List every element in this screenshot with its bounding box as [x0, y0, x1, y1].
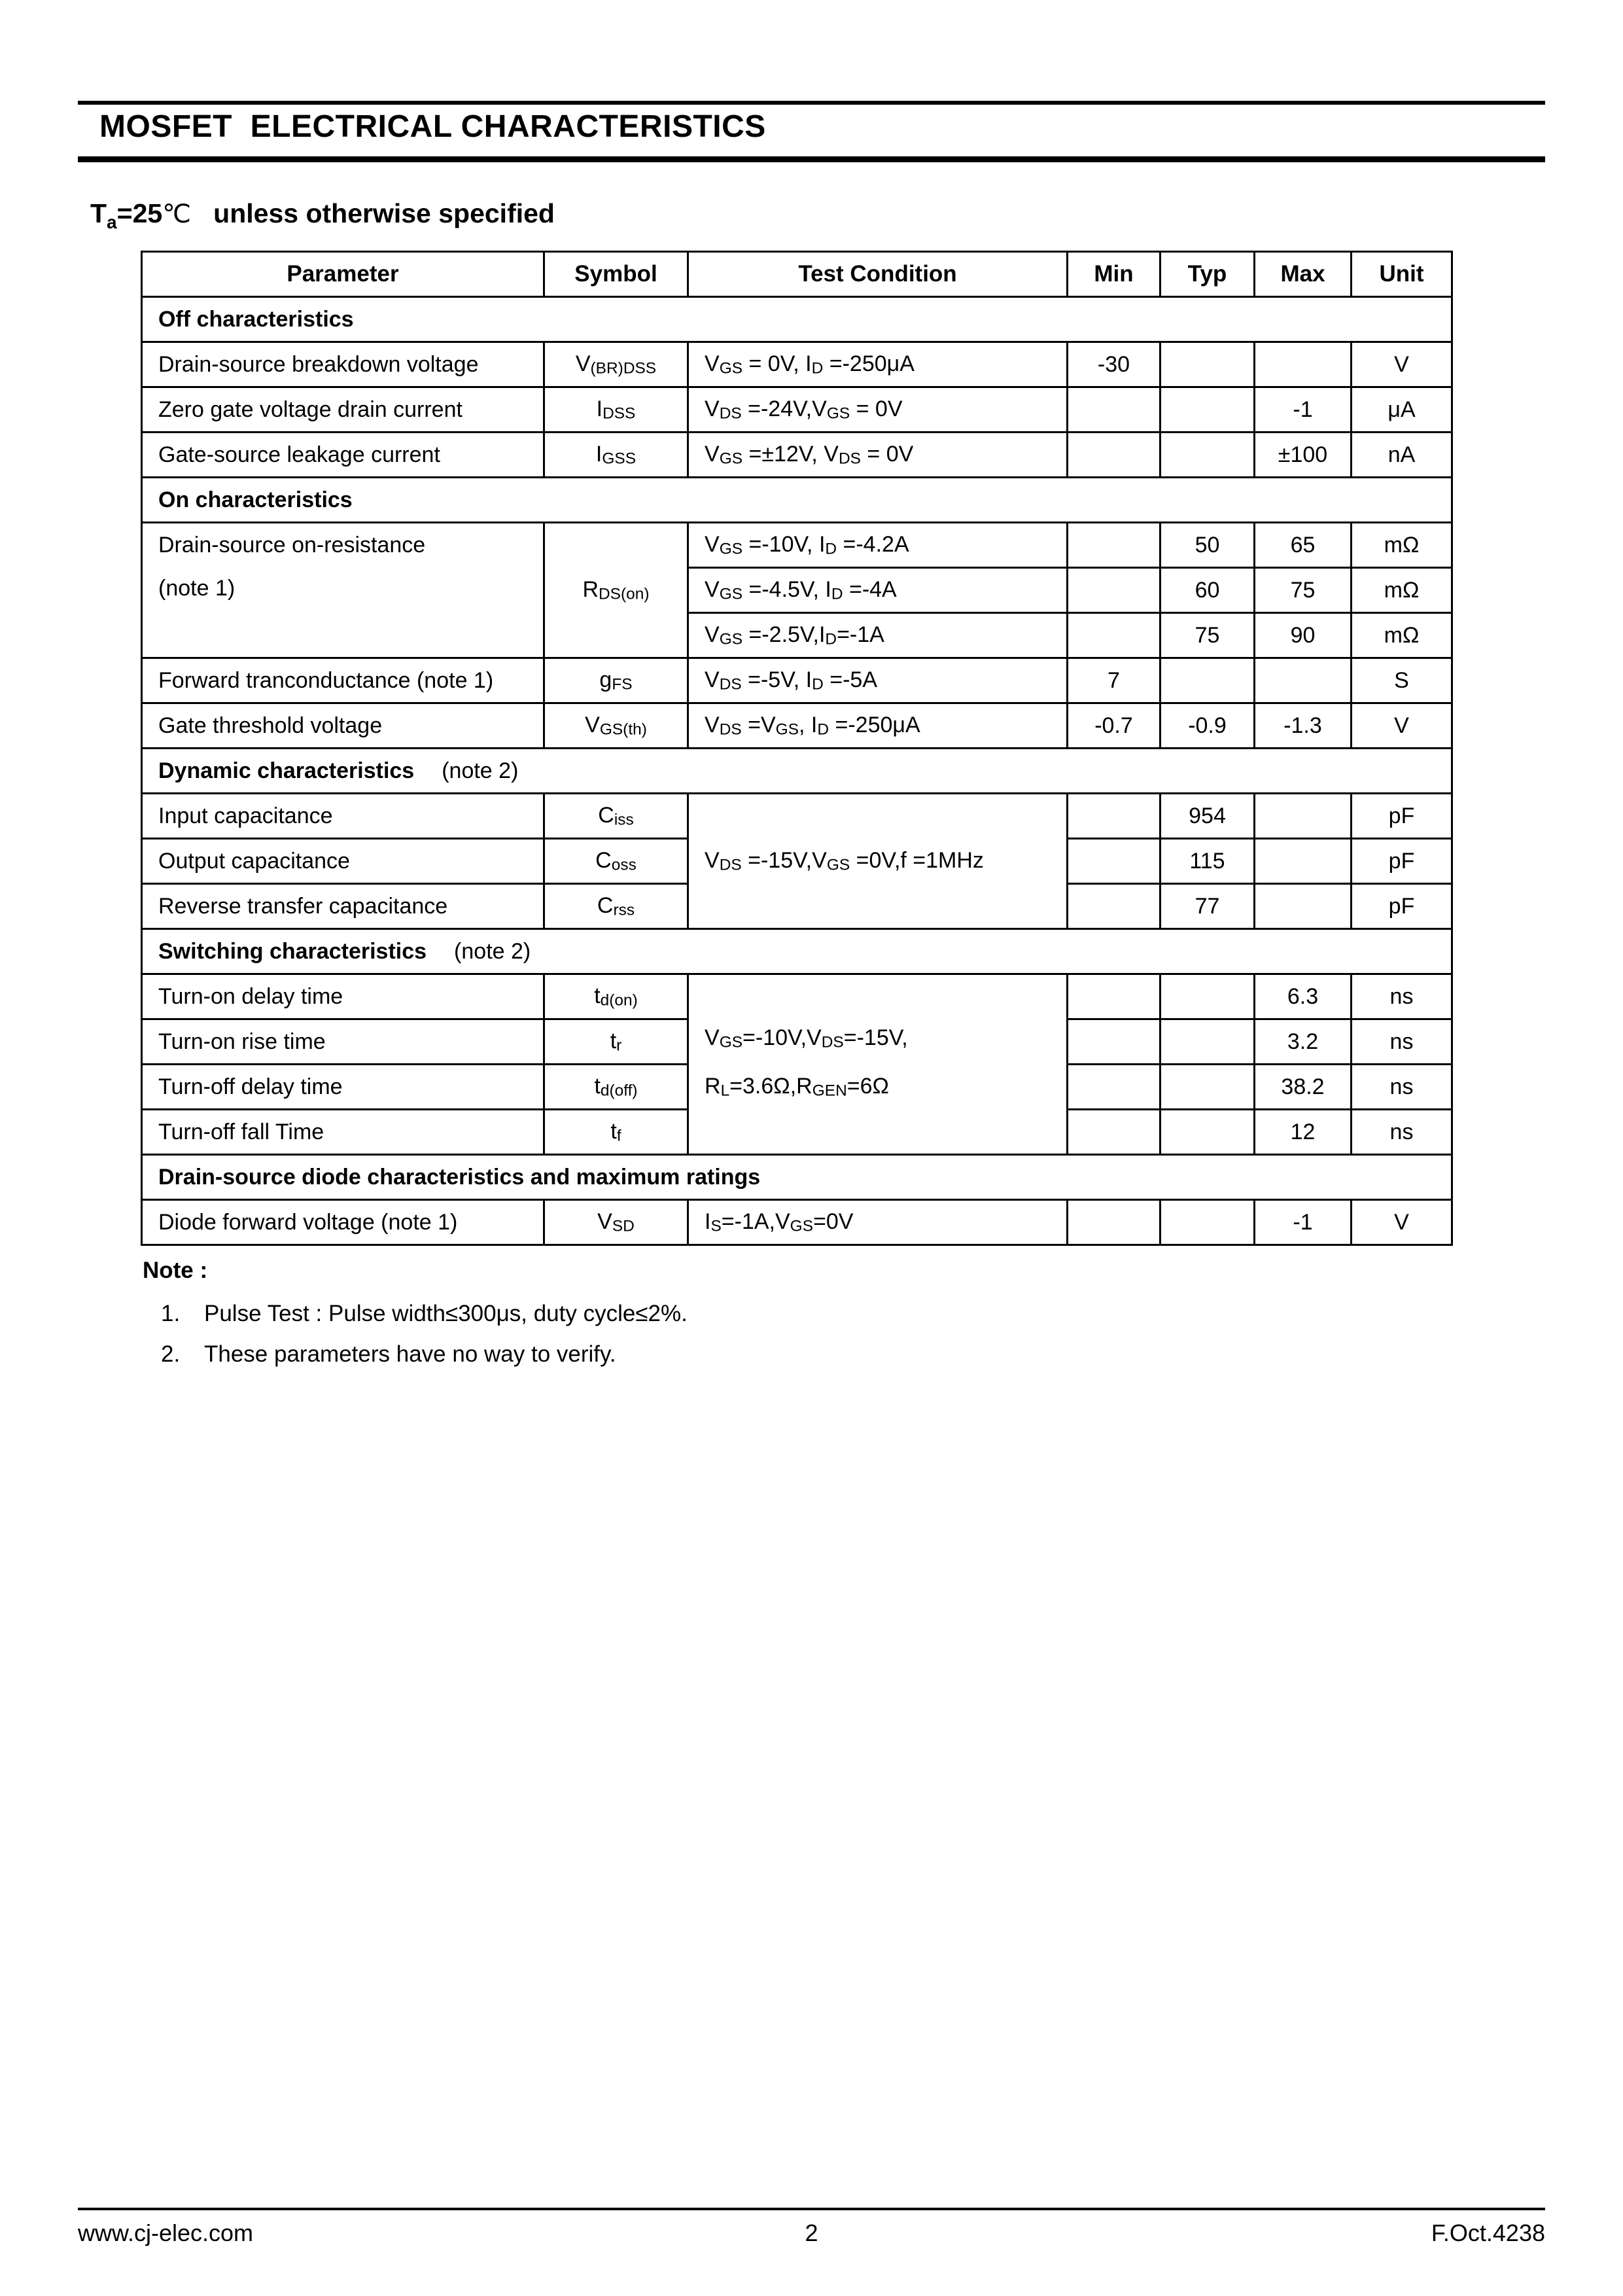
cell-typ — [1161, 658, 1255, 703]
cell-min — [1068, 839, 1161, 884]
cell-typ: -0.9 — [1161, 703, 1255, 749]
note-item-2 — [143, 1341, 688, 1368]
cell-unit: pF — [1352, 839, 1452, 884]
cell-typ: 75 — [1161, 613, 1255, 658]
section-label: Off characteristics — [142, 297, 1452, 342]
section-off-characteristics — [142, 297, 1452, 342]
cell-max: 6.3 — [1255, 974, 1352, 1019]
cell-min: -0.7 — [1068, 703, 1161, 749]
cell-min — [1068, 1065, 1161, 1110]
cell-min — [1068, 1200, 1161, 1245]
footer-doc-code: F.Oct.4238 — [1431, 2219, 1545, 2246]
cell-test-condition: VDS =-24V,VGS = 0V — [688, 387, 1068, 433]
cell-typ — [1161, 1019, 1255, 1065]
cell-param: Drain-source breakdown voltage — [142, 342, 544, 387]
cell-test-condition: VDS =VGS, ID =-250μA — [688, 703, 1068, 749]
temperature-condition — [90, 198, 555, 233]
cell-symbol: RDS(on) — [544, 523, 688, 658]
cell-unit: V — [1352, 703, 1452, 749]
cell-typ: 77 — [1161, 884, 1255, 929]
footer-website: www.cj-elec.com — [78, 2219, 254, 2246]
col-header-test-condition: Test Condition — [688, 252, 1068, 297]
cell-max: 75 — [1255, 568, 1352, 613]
cell-test-condition: VGS =±12V, VDS = 0V — [688, 433, 1068, 478]
note-item-1 — [143, 1301, 688, 1327]
cell-max: 38.2 — [1255, 1065, 1352, 1110]
section-label: On characteristics — [142, 478, 1452, 523]
subtitle-text: unless otherwise specified — [191, 198, 555, 228]
cell-typ — [1161, 387, 1255, 433]
temp-symbol: T — [90, 198, 107, 228]
cell-max — [1255, 342, 1352, 387]
cell-max: -1.3 — [1255, 703, 1352, 749]
section-dynamic-characteristics — [142, 749, 1452, 794]
cell-test-condition: VDS =-5V, ID =-5A — [688, 658, 1068, 703]
row-gate-threshold-voltage — [142, 703, 1452, 749]
cell-max: 3.2 — [1255, 1019, 1352, 1065]
section-switching-characteristics — [142, 929, 1452, 974]
cell-max — [1255, 884, 1352, 929]
cell-unit: μA — [1352, 387, 1452, 433]
cell-param: Turn-on delay time — [142, 974, 544, 1019]
cell-unit: ns — [1352, 1019, 1452, 1065]
cell-max — [1255, 839, 1352, 884]
row-gate-source-leakage-current — [142, 433, 1452, 478]
cell-max — [1255, 658, 1352, 703]
top-rule — [78, 101, 1545, 105]
cell-max — [1255, 794, 1352, 839]
cell-unit: pF — [1352, 794, 1452, 839]
cell-min — [1068, 387, 1161, 433]
note-text: Pulse Test : Pulse width≤300μs, duty cycle≤2%. — [204, 1301, 688, 1326]
cell-symbol: tf — [544, 1110, 688, 1155]
cell-symbol: V(BR)DSS — [544, 342, 688, 387]
cell-param: Turn-off fall Time — [142, 1110, 544, 1155]
cell-unit: mΩ — [1352, 568, 1452, 613]
col-header-parameter: Parameter — [142, 252, 544, 297]
cell-test-condition: VDS =-15V,VGS =0V,f =1MHz — [688, 794, 1068, 929]
cell-unit: ns — [1352, 1065, 1452, 1110]
row-zero-gate-voltage-drain-current — [142, 387, 1452, 433]
cell-param: Gate threshold voltage — [142, 703, 544, 749]
footer-rule — [78, 2208, 1545, 2210]
cell-min — [1068, 794, 1161, 839]
row-drain-source-breakdown-voltage — [142, 342, 1452, 387]
cell-min — [1068, 1019, 1161, 1065]
temp-subscript: a — [107, 212, 117, 232]
page-title: MOSFET ELECTRICAL CHARACTERISTICS — [99, 109, 766, 144]
cell-min — [1068, 884, 1161, 929]
section-label: Switching characteristics — [158, 938, 427, 964]
note-number: 2. — [161, 1341, 181, 1367]
cell-typ — [1161, 1110, 1255, 1155]
section-on-characteristics — [142, 478, 1452, 523]
page-number: 2 — [805, 2219, 818, 2246]
cell-min — [1068, 1110, 1161, 1155]
cell-param: Zero gate voltage drain current — [142, 387, 544, 433]
cell-param: Drain-source on-resistance (note 1) — [142, 523, 544, 658]
row-input-capacitance — [142, 794, 1452, 839]
cell-unit: V — [1352, 342, 1452, 387]
row-rdson-1 — [142, 523, 1452, 568]
notes-title: Note : — [143, 1258, 208, 1283]
cell-min — [1068, 613, 1161, 658]
cell-unit: S — [1352, 658, 1452, 703]
section-label: Drain-source diode characteristics and maximum ratings — [142, 1155, 1452, 1200]
cell-param: Gate-source leakage current — [142, 433, 544, 478]
cell-typ — [1161, 1200, 1255, 1245]
cell-typ: 115 — [1161, 839, 1255, 884]
cell-symbol: IDSS — [544, 387, 688, 433]
cell-symbol: tr — [544, 1019, 688, 1065]
cell-symbol: td(on) — [544, 974, 688, 1019]
cell-test-condition: VGS =-10V, ID =-4.2A — [688, 523, 1068, 568]
cell-test-condition: VGS=-10V,VDS=-15V, RL=3.6Ω,RGEN=6Ω — [688, 974, 1068, 1155]
cell-param: Input capacitance — [142, 794, 544, 839]
cell-max: 65 — [1255, 523, 1352, 568]
col-header-max: Max — [1255, 252, 1352, 297]
electrical-characteristics-table — [141, 251, 1453, 1246]
cell-min — [1068, 433, 1161, 478]
cell-min: -30 — [1068, 342, 1161, 387]
degree-celsius: ℃ — [162, 200, 191, 228]
cell-max: -1 — [1255, 387, 1352, 433]
page-footer — [78, 2219, 1545, 2247]
cell-param: Turn-off delay time — [142, 1065, 544, 1110]
table-header-row — [142, 252, 1452, 297]
row-diode-forward-voltage — [142, 1200, 1452, 1245]
col-header-symbol: Symbol — [544, 252, 688, 297]
cell-test-condition: VGS =-2.5V,ID=-1A — [688, 613, 1068, 658]
cell-max: -1 — [1255, 1200, 1352, 1245]
col-header-unit: Unit — [1352, 252, 1452, 297]
cell-test-condition: VGS = 0V, ID =-250μA — [688, 342, 1068, 387]
cell-symbol: VGS(th) — [544, 703, 688, 749]
cell-symbol: IGSS — [544, 433, 688, 478]
col-header-min: Min — [1068, 252, 1161, 297]
cell-max: 90 — [1255, 613, 1352, 658]
title-underline-rule — [78, 156, 1545, 162]
cell-min — [1068, 523, 1161, 568]
cell-typ — [1161, 1065, 1255, 1110]
cell-test-condition: IS=-1A,VGS=0V — [688, 1200, 1068, 1245]
cell-unit: pF — [1352, 884, 1452, 929]
section-note: (note 2) — [442, 758, 519, 783]
col-header-typ: Typ — [1161, 252, 1255, 297]
cell-param: Reverse transfer capacitance — [142, 884, 544, 929]
cell-typ: 60 — [1161, 568, 1255, 613]
cell-unit: V — [1352, 1200, 1452, 1245]
cell-unit: mΩ — [1352, 523, 1452, 568]
section-label: Dynamic characteristics — [158, 758, 415, 783]
cell-typ — [1161, 342, 1255, 387]
section-note: (note 2) — [454, 938, 531, 964]
cell-typ: 954 — [1161, 794, 1255, 839]
cell-typ: 50 — [1161, 523, 1255, 568]
cell-min — [1068, 974, 1161, 1019]
cell-symbol: Crss — [544, 884, 688, 929]
row-forward-transconductance — [142, 658, 1452, 703]
section-diode-characteristics — [142, 1155, 1452, 1200]
cell-typ — [1161, 974, 1255, 1019]
cell-unit: nA — [1352, 433, 1452, 478]
notes-block — [143, 1258, 688, 1382]
cell-symbol: td(off) — [544, 1065, 688, 1110]
cell-typ — [1161, 433, 1255, 478]
cell-min: 7 — [1068, 658, 1161, 703]
note-number: 1. — [161, 1301, 181, 1326]
cell-param: Diode forward voltage (note 1) — [142, 1200, 544, 1245]
cell-symbol: Coss — [544, 839, 688, 884]
cell-symbol: Ciss — [544, 794, 688, 839]
cell-max: ±100 — [1255, 433, 1352, 478]
cell-unit: mΩ — [1352, 613, 1452, 658]
cell-symbol: gFS — [544, 658, 688, 703]
cell-unit: ns — [1352, 1110, 1452, 1155]
cell-unit: ns — [1352, 974, 1452, 1019]
cell-max: 12 — [1255, 1110, 1352, 1155]
row-turn-on-delay-time — [142, 974, 1452, 1019]
cell-param: Forward tranconductance (note 1) — [142, 658, 544, 703]
cell-param: Turn-on rise time — [142, 1019, 544, 1065]
cell-min — [1068, 568, 1161, 613]
note-text: These parameters have no way to verify. — [204, 1341, 616, 1367]
cell-test-condition: VGS =-4.5V, ID =-4A — [688, 568, 1068, 613]
cell-symbol: VSD — [544, 1200, 688, 1245]
temp-value: =25 — [116, 198, 163, 228]
cell-param: Output capacitance — [142, 839, 544, 884]
